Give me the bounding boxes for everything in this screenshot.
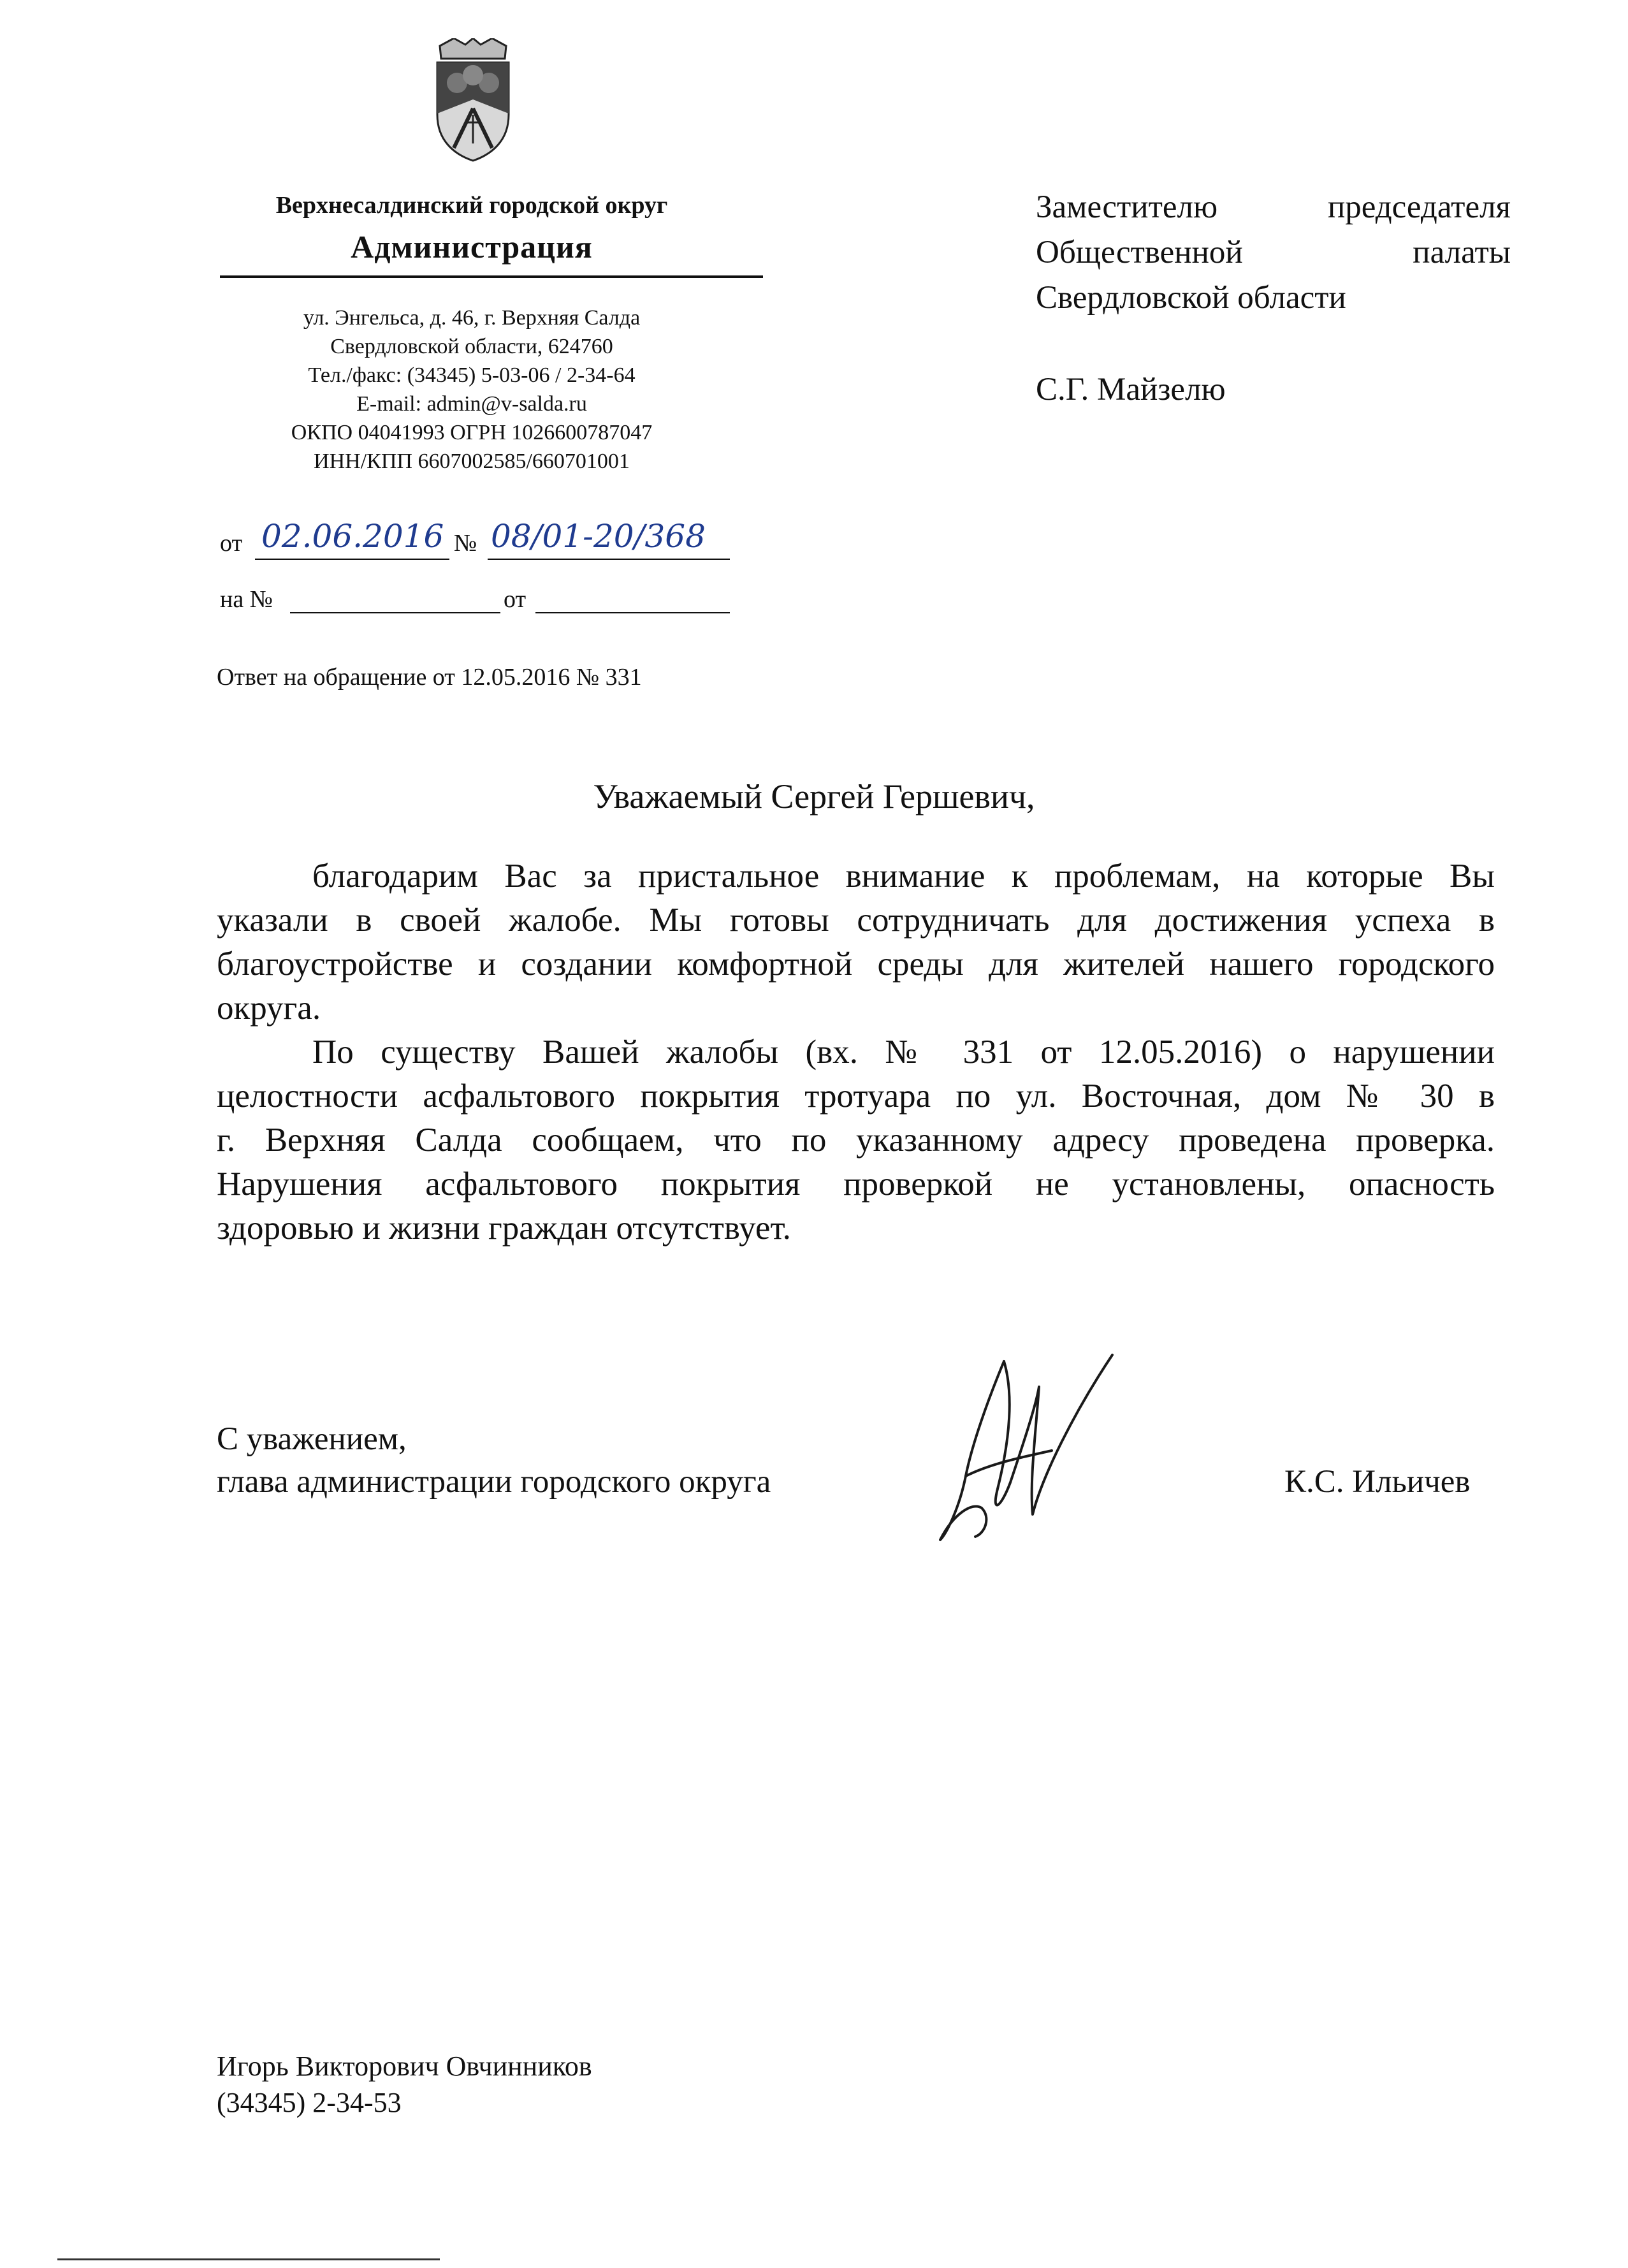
body-line: округа. (217, 990, 321, 1027)
executor-phone: (34345) 2-34-53 (217, 2087, 402, 2118)
body-line: благоустройстве и создании комфортной среды для жителей нашего городского (217, 946, 1495, 983)
na-no-blank (290, 612, 500, 613)
reg-number: 08/01-20/368 (491, 518, 706, 555)
date-underline (255, 559, 449, 560)
address-line: ул. Энгельса, д. 46, г. Верхняя Салда (303, 306, 641, 330)
header-rule (220, 275, 763, 278)
signatory-name: К.С. Ильичев (1284, 1464, 1471, 1500)
closing-regards: С уважением, (217, 1421, 407, 1457)
org-address-block (185, 304, 759, 476)
email-line: E-mail: admin@v-salda.ru (356, 392, 587, 416)
addressee-line: Свердловской области (1036, 280, 1346, 316)
handwritten-signature (927, 1349, 1119, 1553)
footer-rule (57, 2258, 440, 2260)
subject-line: Ответ на обращение от 12.05.2016 № 331 (217, 664, 642, 691)
address-line: Свердловской области, 624760 (330, 335, 613, 358)
inn-line: ИНН/КПП 6607002585/660701001 (314, 450, 630, 473)
body-line: Нарушения асфальтового покрытия проверкой не установлены, опасность (217, 1166, 1495, 1203)
na-no-label: на № (220, 586, 273, 613)
executor-name: Игорь Викторович Овчинников (217, 2051, 592, 2082)
phone-line: Тел./факс: (34345) 5-03-06 / 2-34-64 (308, 363, 636, 387)
ot-blank (535, 612, 730, 613)
body-line: указали в своей жалобе. Мы готовы сотрудничать для достижения успеха в (217, 902, 1495, 939)
closing-position: глава администрации городского округа (217, 1464, 771, 1500)
org-name: Верхнесалдинский городской округ (275, 192, 668, 219)
org-title: Администрация (351, 229, 593, 265)
addressee-line: Общественной палаты (1036, 235, 1511, 270)
body-line: благодарим Вас за пристальное внимание к проблемам, на которые Вы (312, 858, 1495, 895)
addressee-name: С.Г. Майзелю (1036, 372, 1226, 407)
ot-label-2: от (504, 586, 527, 613)
body-line: здоровью и жизни граждан отсутствует. (217, 1210, 791, 1247)
letter-body (217, 854, 1495, 1250)
addressee-line: Заместителю председателя (1036, 189, 1511, 225)
number-underline (488, 559, 730, 560)
okpo-line: ОКПО 04041993 ОГРН 1026600787047 (291, 421, 653, 444)
addressee-block (1036, 185, 1511, 321)
body-line: По существу Вашей жалобы (вх. № 331 от 12.05.2016) о нарушении (312, 1034, 1495, 1071)
reg-date: 02.06.2016 (261, 518, 444, 555)
no-label: № (454, 530, 477, 557)
body-line: целостности асфальтового покрытия тротуара по ул. Восточная, дом № 30 в (217, 1078, 1495, 1115)
salutation: Уважаемый Сергей Гершевич, (593, 777, 1035, 816)
ot-label: от (220, 530, 243, 557)
coat-of-arms-emblem (428, 38, 518, 163)
body-line: г. Верхняя Салда сообщаем, что по указанному адресу проведена проверка. (217, 1122, 1495, 1159)
